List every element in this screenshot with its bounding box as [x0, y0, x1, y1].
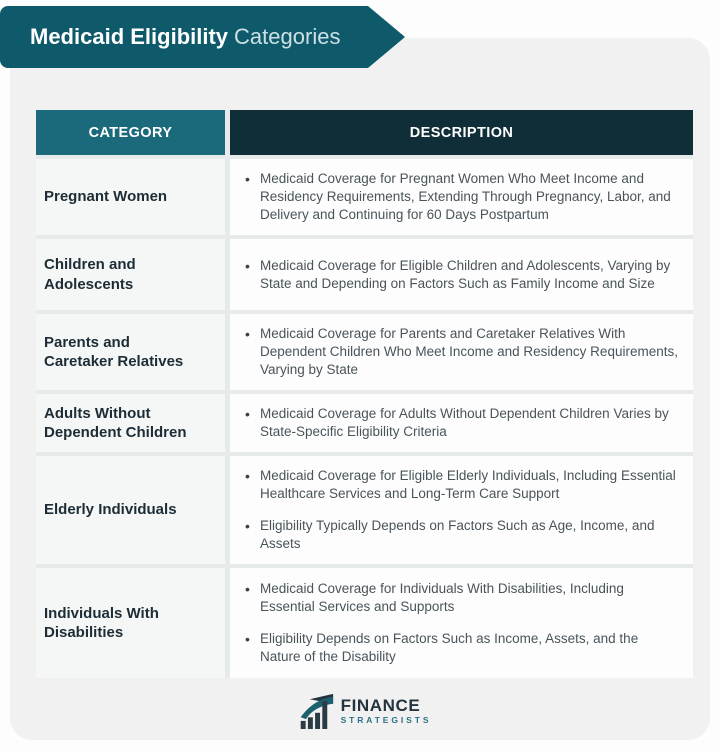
brand-wordmark — [341, 697, 432, 725]
eligibility-table — [36, 110, 693, 678]
footer — [36, 693, 693, 729]
description-cell — [230, 314, 693, 390]
description-cell — [230, 394, 693, 452]
description-cell — [230, 456, 693, 564]
category-cell-pregnant-women: Pregnant Women — [36, 159, 225, 235]
finance-strategists-logo — [298, 693, 432, 729]
bullet-list — [230, 467, 679, 553]
page-title-light: Categories — [234, 24, 341, 49]
brand-name-strategists: STRATEGISTS — [340, 714, 432, 725]
category-cell-individuals-disabilities: Individuals With Disabilities — [36, 568, 225, 678]
brand-chart-flag-icon — [298, 693, 334, 729]
column-header-description: DESCRIPTION — [230, 110, 693, 155]
bullet-list — [230, 580, 679, 666]
bullet-item: • Medicaid Coverage for Pregnant Women Who Meet Income and Residency Requirements, Extending Through Pregnancy, Labor, and Delivery and Continuing for 60 Days Postpartum — [230, 170, 679, 224]
title-banner — [0, 6, 368, 68]
description-cell — [230, 239, 693, 310]
bullet-item: • Medicaid Coverage for Eligible Children and Adolescents, Varying by State and Depending on Factors Such as Family Income and Size — [230, 257, 679, 293]
content-card — [10, 38, 710, 740]
brand-name-finance: FINANCE — [340, 695, 421, 715]
bullet-list — [230, 170, 679, 224]
category-cell-parents-caretakers: Parents and Caretaker Relatives — [36, 314, 225, 390]
category-cell-children-adolescents: Children and Adolescents — [36, 239, 225, 310]
bullet-item: • Medicaid Coverage for Parents and Caretaker Relatives With Dependent Children Who Meet Income and Residency Requirements, Varying by State — [230, 325, 679, 379]
bullet-item: • Eligibility Typically Depends on Factors Such as Age, Income, and Assets — [230, 517, 679, 553]
bullet-list — [230, 257, 679, 293]
bullet-item: • Eligibility Depends on Factors Such as Income, Assets, and the Nature of the Disability — [230, 630, 679, 666]
bullet-list — [230, 405, 679, 441]
page-title-bold: Medicaid Eligibility — [30, 24, 229, 49]
description-cell — [230, 568, 693, 678]
category-cell-elderly-individuals: Elderly Individuals — [36, 456, 225, 564]
bullet-item: • Medicaid Coverage for Eligible Elderly Individuals, Including Essential Healthcare Services and Long-Term Care Support — [230, 467, 679, 503]
column-header-category: CATEGORY — [36, 110, 225, 155]
bullet-list — [230, 325, 679, 379]
page-title — [30, 26, 340, 48]
bullet-item: • Medicaid Coverage for Individuals With Disabilities, Including Essential Services and Supports — [230, 580, 679, 616]
bullet-item: • Medicaid Coverage for Adults Without Dependent Children Varies by State-Specific Eligibility Criteria — [230, 405, 679, 441]
category-cell-adults-without-children: Adults Without Dependent Children — [36, 394, 225, 452]
description-cell — [230, 159, 693, 235]
